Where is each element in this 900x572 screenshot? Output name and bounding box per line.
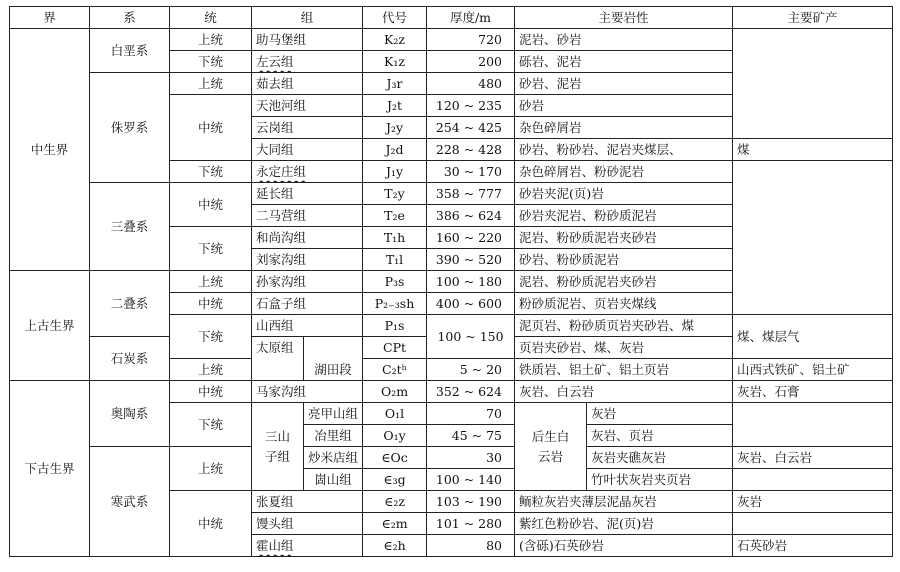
formation-name: 左云组 xyxy=(256,53,294,69)
series-cell: 下统 xyxy=(170,51,252,73)
formation-cell: 冶里组 xyxy=(304,425,363,447)
formation-cell: 馒头组 xyxy=(252,513,363,535)
series-cell: 上统 xyxy=(170,271,252,293)
thickness-cell: 70 xyxy=(427,403,515,425)
code-cell: T₂e xyxy=(363,205,427,227)
system-cell: 寒武系 xyxy=(90,447,170,557)
lithology-cell: 泥岩、砂岩 xyxy=(515,29,733,51)
code-cell: J₂y xyxy=(363,117,427,139)
formation-cell: 崮山组 xyxy=(304,469,363,491)
thickness-cell: 358 ~ 777 xyxy=(427,183,515,205)
series-cell: 上统 xyxy=(170,29,252,51)
header-formation: 组 xyxy=(252,7,363,29)
header-era: 界 xyxy=(10,7,90,29)
thickness-cell: 30 ~ 170 xyxy=(427,161,515,183)
lithology-cell: 泥岩、粉砂质泥岩夹砂岩 xyxy=(515,271,733,293)
minerals-cell: 石英砂岩 xyxy=(733,535,893,557)
header-system: 系 xyxy=(90,7,170,29)
code-cell: CPt xyxy=(363,337,427,359)
thickness-cell: 720 xyxy=(427,29,515,51)
thickness-cell: 100 ~ 180 xyxy=(427,271,515,293)
header-row xyxy=(10,7,893,29)
code-cell: O₁l xyxy=(363,403,427,425)
minerals-cell xyxy=(733,403,893,447)
header-code: 代号 xyxy=(363,7,427,29)
group-label-line: 子组 xyxy=(264,448,290,464)
lithology-cell: 鲕粒灰岩夹薄层泥晶灰岩 xyxy=(515,491,733,513)
era-cell: 中生界 xyxy=(10,29,90,271)
lithology-cell: 砂岩、泥岩 xyxy=(515,73,733,95)
thickness-cell: 5 ~ 20 xyxy=(427,359,515,381)
code-cell: P₂₋₃sh xyxy=(363,293,427,315)
formation-cell: 延长组 xyxy=(252,183,363,205)
thickness-cell: 254 ~ 425 xyxy=(427,117,515,139)
minerals-cell xyxy=(733,161,893,315)
thickness-cell: 100 ~ 150 xyxy=(427,315,515,359)
lithology-cell: 砂岩 xyxy=(515,95,733,117)
minerals-cell: 煤、煤层气 xyxy=(733,315,893,359)
code-cell: P₃s xyxy=(363,271,427,293)
thickness-cell: 80 xyxy=(427,535,515,557)
code-cell: J₂t xyxy=(363,95,427,117)
minerals-cell xyxy=(733,29,893,139)
rock-group-cell xyxy=(515,403,587,491)
thickness-cell: 160 ~ 220 xyxy=(427,227,515,249)
formation-name: 永定庄组 xyxy=(256,163,307,179)
system-cell: 三叠系 xyxy=(90,183,170,271)
formation-cell: 助马堡组 xyxy=(252,29,363,51)
stratigraphic-table xyxy=(9,6,893,557)
series-cell: 下统 xyxy=(170,315,252,359)
formation-cell: 石盒子组 xyxy=(252,293,363,315)
series-cell: 中统 xyxy=(170,491,252,557)
formation-name: 霍山组 xyxy=(256,537,294,553)
code-cell: T₁h xyxy=(363,227,427,249)
series-cell: 上统 xyxy=(170,447,252,491)
thickness-cell: 30 xyxy=(427,447,515,469)
header-thickness: 厚度/m xyxy=(427,7,515,29)
code-cell: ∈₂z xyxy=(363,491,427,513)
lithology-cell: 杂色碎屑岩 xyxy=(515,117,733,139)
thickness-cell: 100 ~ 140 xyxy=(427,469,515,491)
code-cell: ∈₃g xyxy=(363,469,427,491)
formation-cell xyxy=(252,51,363,73)
series-cell: 中统 xyxy=(170,381,252,403)
thickness-cell: 103 ~ 190 xyxy=(427,491,515,513)
system-cell: 二叠系 xyxy=(90,271,170,337)
code-cell: ∈₂m xyxy=(363,513,427,535)
formation-name: 太原组 xyxy=(256,340,294,355)
member-cell xyxy=(304,337,363,381)
era-cell: 上古生界 xyxy=(10,271,90,381)
minerals-cell xyxy=(733,513,893,535)
minerals-cell: 灰岩、石膏 xyxy=(733,381,893,403)
thickness-cell: 101 ~ 280 xyxy=(427,513,515,535)
code-cell: O₂m xyxy=(363,381,427,403)
formation-cell xyxy=(252,161,363,183)
formation-cell: 二马营组 xyxy=(252,205,363,227)
lithology-cell: 灰岩 xyxy=(587,403,733,425)
series-cell: 中统 xyxy=(170,183,252,227)
code-cell: J₁y xyxy=(363,161,427,183)
lithology-cell: 页岩夹砂岩、煤、灰岩 xyxy=(515,337,733,359)
thickness-cell: 120 ~ 235 xyxy=(427,95,515,117)
code-cell: T₁l xyxy=(363,249,427,271)
lithology-cell: 泥岩、粉砂质泥岩夹砂岩 xyxy=(515,227,733,249)
thickness-cell: 228 ~ 428 xyxy=(427,139,515,161)
era-cell: 下古生界 xyxy=(10,381,90,557)
formation-cell xyxy=(252,535,363,557)
thickness-cell: 200 xyxy=(427,51,515,73)
thickness-cell: 390 ~ 520 xyxy=(427,249,515,271)
header-minerals: 主要矿产 xyxy=(733,7,893,29)
formation-cell: 马家沟组 xyxy=(252,381,363,403)
formation-cell: 孙家沟组 xyxy=(252,271,363,293)
minerals-cell: 灰岩、白云岩 xyxy=(733,447,893,469)
series-cell: 下统 xyxy=(170,161,252,183)
code-cell: J₃r xyxy=(363,73,427,95)
formation-cell: 炒米店组 xyxy=(304,447,363,469)
code-cell: J₂d xyxy=(363,139,427,161)
series-cell: 中统 xyxy=(170,293,252,315)
code-cell: P₁s xyxy=(363,315,427,337)
lithology-cell: 灰岩、页岩 xyxy=(587,425,733,447)
formation-cell: 天池河组 xyxy=(252,95,363,117)
lithology-cell: 泥页岩、粉砂质页岩夹砂岩、煤 xyxy=(515,315,733,337)
group-cell xyxy=(252,403,304,491)
formation-cell xyxy=(252,337,304,381)
minerals-cell xyxy=(733,469,893,491)
header-series: 统 xyxy=(170,7,252,29)
code-cell: T₂y xyxy=(363,183,427,205)
thickness-cell: 352 ~ 624 xyxy=(427,381,515,403)
lithology-cell: 砂岩夹泥(页)岩 xyxy=(515,183,733,205)
series-cell: 上统 xyxy=(170,73,252,95)
member-name: 湖田段 xyxy=(314,362,352,377)
table-row xyxy=(10,447,893,469)
lithology-cell: 铁质岩、铝土矿、铝土页岩 xyxy=(515,359,733,381)
code-cell: C₂tʰ xyxy=(363,359,427,381)
formation-cell: 亮甲山组 xyxy=(304,403,363,425)
lithology-cell: 紫红色粉砂岩、泥(页)岩 xyxy=(515,513,733,535)
rock-group-line: 后生白 xyxy=(531,428,570,444)
lithology-cell: (含砾)石英砂岩 xyxy=(515,535,733,557)
code-cell: ∈₂h xyxy=(363,535,427,557)
rock-group-line: 云岩 xyxy=(538,448,564,464)
system-cell: 侏罗系 xyxy=(90,73,170,183)
system-cell: 石炭系 xyxy=(90,337,170,381)
lithology-cell: 砾岩、泥岩 xyxy=(515,51,733,73)
system-cell: 白垩系 xyxy=(90,29,170,73)
minerals-cell: 山西式铁矿、铝土矿 xyxy=(733,359,893,381)
code-cell: ∈Oc xyxy=(363,447,427,469)
thickness-cell: 480 xyxy=(427,73,515,95)
thickness-cell: 400 ~ 600 xyxy=(427,293,515,315)
code-cell: K₁z xyxy=(363,51,427,73)
formation-cell: 山西组 xyxy=(252,315,363,337)
series-cell: 下统 xyxy=(170,227,252,271)
code-cell: O₁y xyxy=(363,425,427,447)
thickness-cell: 386 ~ 624 xyxy=(427,205,515,227)
formation-cell: 茹去组 xyxy=(252,73,363,95)
lithology-cell: 砂岩、粉砂岩、泥岩夹煤层、 xyxy=(515,139,733,161)
lithology-cell: 灰岩、白云岩 xyxy=(515,381,733,403)
thickness-cell: 45 ~ 75 xyxy=(427,425,515,447)
lithology-cell: 砂岩夹泥岩、粉砂质泥岩 xyxy=(515,205,733,227)
group-label-line: 三山 xyxy=(264,428,290,444)
series-cell: 上统 xyxy=(170,359,252,381)
series-cell: 中统 xyxy=(170,95,252,161)
formation-cell: 云岗组 xyxy=(252,117,363,139)
system-cell: 奥陶系 xyxy=(90,381,170,447)
lithology-cell: 粉砂质泥岩、页岩夹煤线 xyxy=(515,293,733,315)
lithology-cell: 灰岩夹礁灰岩 xyxy=(587,447,733,469)
table-row xyxy=(10,29,893,51)
lithology-cell: 竹叶状灰岩夹页岩 xyxy=(587,469,733,491)
code-cell: K₂z xyxy=(363,29,427,51)
minerals-cell: 灰岩 xyxy=(733,491,893,513)
formation-cell: 大同组 xyxy=(252,139,363,161)
formation-cell: 张夏组 xyxy=(252,491,363,513)
formation-cell: 刘家沟组 xyxy=(252,249,363,271)
lithology-cell: 杂色碎屑岩、粉砂泥岩 xyxy=(515,161,733,183)
header-lithology: 主要岩性 xyxy=(515,7,733,29)
table-row xyxy=(10,381,893,403)
series-cell: 下统 xyxy=(170,403,252,447)
minerals-cell: 煤 xyxy=(733,139,893,161)
formation-cell: 和尚沟组 xyxy=(252,227,363,249)
lithology-cell: 砂岩、粉砂质泥岩 xyxy=(515,249,733,271)
